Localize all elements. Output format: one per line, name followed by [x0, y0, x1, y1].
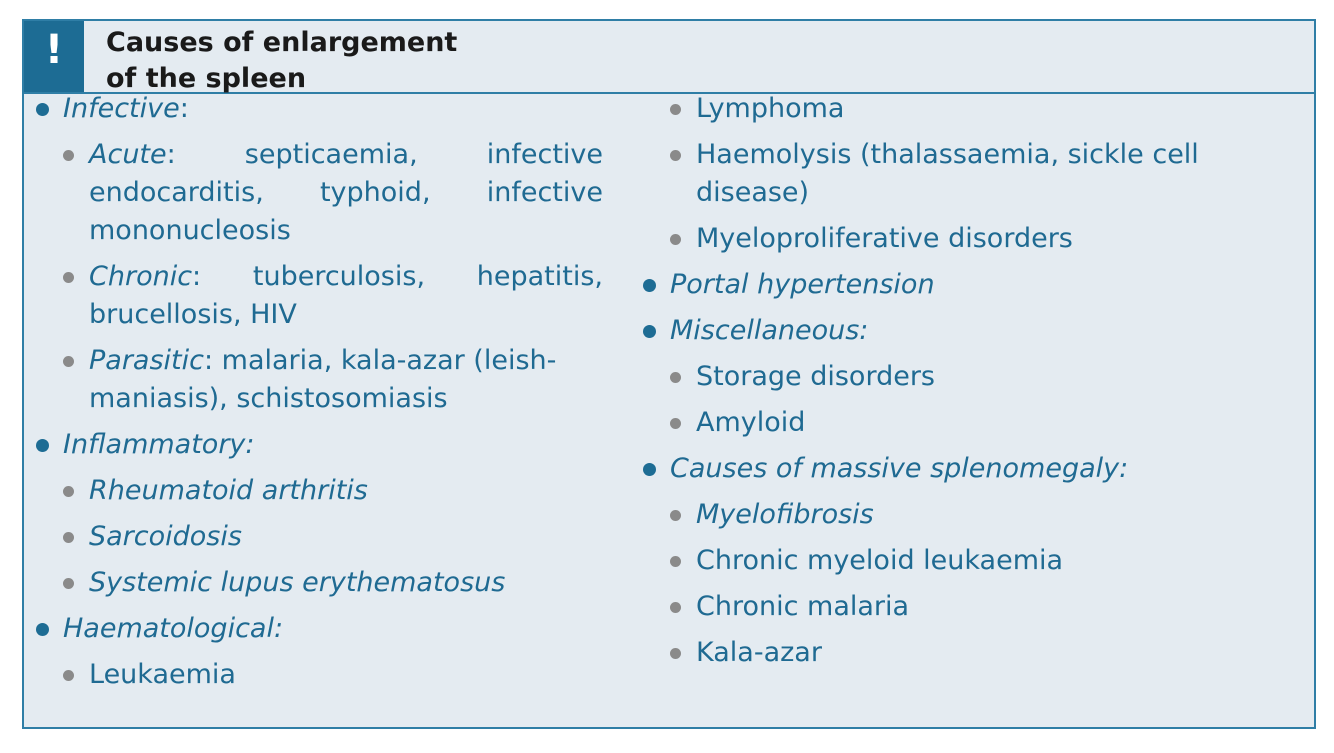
bullet-icon: [36, 103, 49, 116]
list-item: [670, 404, 1270, 442]
bullet-icon: [63, 532, 74, 543]
title-line-2: of the spleen: [106, 63, 307, 94]
item-term: Chronic: [89, 261, 193, 292]
title-line-1: Causes of enlargement: [106, 27, 458, 58]
bullet-icon: [670, 234, 681, 245]
list-item: [63, 518, 603, 556]
list-item: [670, 90, 1270, 128]
item-text: Haemolysis (thalassaemia, sickle cell disease): [696, 139, 1199, 208]
list-item: [63, 342, 603, 418]
list-item: [670, 450, 1270, 488]
left-column-list: [63, 90, 603, 702]
item-text: : tuberculosis, hepatitis, brucellosis, HIV: [89, 261, 603, 330]
item-text: Amyloid: [696, 407, 806, 438]
alert-icon: !: [24, 21, 84, 92]
item-text: Myeloproliferative disorders: [696, 223, 1073, 254]
bullet-icon: [36, 439, 49, 452]
right-column-list: [670, 90, 1270, 680]
item-term: Sarcoidosis: [89, 521, 242, 552]
list-item: [63, 472, 603, 510]
bullet-icon: [63, 150, 74, 161]
list-item: [670, 220, 1270, 258]
bullet-icon: [670, 104, 681, 115]
list-item: [63, 90, 603, 128]
list-item: [670, 542, 1270, 580]
list-item: [670, 496, 1270, 534]
bullet-icon: [643, 463, 656, 476]
item-term: Acute: [89, 139, 167, 170]
bullet-icon: [63, 670, 74, 681]
item-text: : septicaemia, infective endocarditis, typhoid, infective mononucleosis: [89, 139, 603, 246]
bullet-icon: [63, 356, 74, 367]
list-item: [63, 656, 603, 694]
bullet-icon: [63, 578, 74, 589]
list-item: [63, 564, 603, 602]
bullet-icon: [670, 602, 681, 613]
list-item: [63, 426, 603, 464]
list-item: [670, 634, 1270, 672]
bullet-icon: [670, 418, 681, 429]
item-term: Infective: [63, 93, 180, 124]
item-term: Causes of massive splenomegaly:: [670, 453, 1129, 484]
item-term: Portal hypertension: [670, 269, 935, 300]
item-text: Kala-azar: [696, 637, 822, 668]
item-text: Storage disorders: [696, 361, 935, 392]
box-header: [24, 21, 1314, 94]
box-title: [106, 25, 457, 97]
bullet-icon: [670, 372, 681, 383]
list-item: [670, 312, 1270, 350]
item-term: Haematological:: [63, 613, 284, 644]
item-term: Rheumatoid arthritis: [89, 475, 368, 506]
bullet-icon: [670, 150, 681, 161]
bullet-icon: [643, 279, 656, 292]
list-item: [670, 588, 1270, 626]
item-term: Miscellaneous:: [670, 315, 869, 346]
list-item: [63, 258, 603, 334]
item-text: : malaria, kala-azar (leish-maniasis), schistosomiasis: [89, 345, 557, 414]
bullet-icon: [643, 325, 656, 338]
item-term: Systemic lupus erythematosus: [89, 567, 506, 598]
list-item: [670, 136, 1270, 212]
item-term: Inflammatory:: [63, 429, 255, 460]
bullet-icon: [670, 510, 681, 521]
list-item: [670, 358, 1270, 396]
bullet-icon: [36, 623, 49, 636]
item-text: Chronic malaria: [696, 591, 910, 622]
item-term: Myelofibrosis: [696, 499, 874, 530]
bullet-icon: [63, 486, 74, 497]
list-item: [670, 266, 1270, 304]
item-term: Parasitic: [89, 345, 204, 376]
bullet-icon: [670, 648, 681, 659]
item-text: Leukaemia: [89, 659, 236, 690]
list-item: [63, 610, 603, 648]
bullet-icon: [670, 556, 681, 567]
item-text: Lymphoma: [696, 93, 845, 124]
list-item: [63, 136, 603, 250]
item-text: :: [179, 93, 189, 124]
item-text: Chronic myeloid leukaemia: [696, 545, 1064, 576]
bullet-icon: [63, 272, 74, 283]
